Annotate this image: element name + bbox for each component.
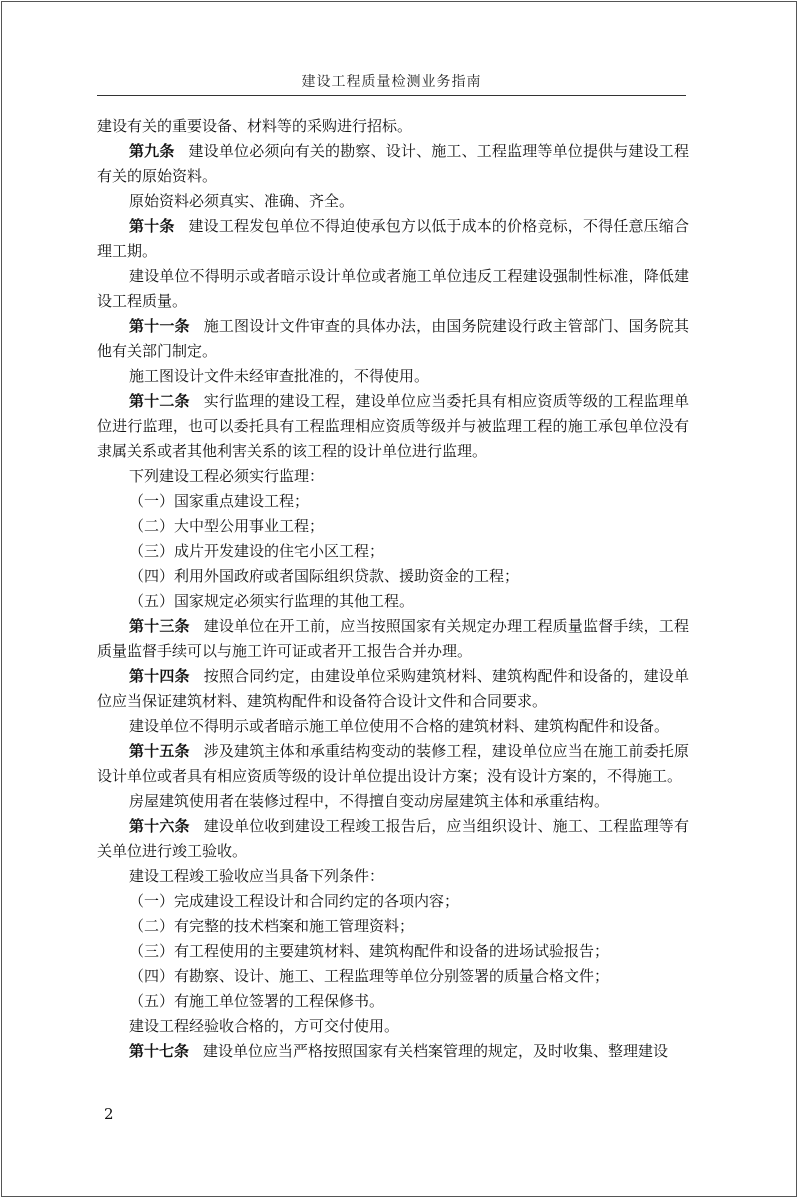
article-number: 第十三条 [129, 617, 190, 635]
article-15 [97, 739, 689, 789]
article-text: 建设单位应当严格按照国家有关档案管理的规定，及时收集、整理建设 [203, 1042, 669, 1060]
article-14 [97, 664, 689, 714]
article-number: 第九条 [129, 142, 175, 160]
paragraph: 建设单位不得明示或者暗示施工单位使用不合格的建筑材料、建筑构配件和设备。 [129, 717, 670, 735]
article-12 [97, 389, 689, 464]
article-10 [97, 214, 689, 264]
article-text: 施工图设计文件审查的具体办法，由国务院建设行政主管部门、国务院其他有关部门制定。 [97, 317, 689, 360]
article-text: 建设单位必须向有关的勘察、设计、施工、工程监理等单位提供与建设工程有关的原始资料。 [97, 142, 689, 185]
paragraph: 原始资料必须真实、准确、齐全。 [129, 192, 355, 210]
body-text [97, 114, 689, 1064]
article-number: 第十四条 [129, 667, 190, 685]
article-number: 第十七条 [129, 1042, 190, 1060]
list-item: （五）有施工单位签署的工程保修书。 [129, 992, 385, 1010]
article-number: 第十五条 [129, 742, 190, 760]
article-11 [97, 314, 689, 364]
paragraph: 下列建设工程必须实行监理： [129, 467, 325, 485]
article-text: 建设工程发包单位不得迫使承包方以低于成本的价格竞标，不得任意压缩合理工期。 [97, 217, 689, 260]
article-text: 实行监理的建设工程，建设单位应当委托具有相应资质等级的工程监理单位进行监理，也可以委托具有工程监理相应资质等级并与被监理工程的施工承包单位没有隶属关系或者其他利害关系的该工程的设计单位进行监理。 [97, 392, 689, 460]
list-item: （五）国家规定必须实行监理的其他工程。 [129, 592, 415, 610]
article-text: 涉及建筑主体和承重结构变动的装修工程，建设单位应当在施工前委托原设计单位或者具有相应资质等级的设计单位提出设计方案；没有设计方案的，不得施工。 [97, 742, 689, 785]
article-number: 第十二条 [129, 392, 190, 410]
paragraph: 施工图设计文件未经审查批准的，不得使用。 [129, 367, 430, 385]
article-9 [97, 139, 689, 189]
list-item: （一）完成建设工程设计和合同约定的各项内容； [129, 892, 460, 910]
paragraph: 建设有关的重要设备、材料等的采购进行招标。 [97, 117, 413, 135]
article-number: 第十一条 [129, 317, 190, 335]
page-number: 2 [104, 1105, 114, 1123]
paragraph: 建设工程经验收合格的，方可交付使用。 [129, 1017, 400, 1035]
paragraph: 建设工程竣工验收应当具备下列条件： [129, 867, 385, 885]
article-16 [97, 814, 689, 864]
running-header: 建设工程质量检测业务指南 [301, 74, 482, 90]
list-item: （二）有完整的技术档案和施工管理资料； [129, 917, 415, 935]
list-item: （一）国家重点建设工程； [129, 492, 310, 510]
article-text: 按照合同约定，由建设单位采购建筑材料、建筑构配件和设备的，建设单位应当保证建筑材料、建筑构配件和设备符合设计文件和合同要求。 [97, 667, 689, 710]
paragraph: 建设单位不得明示或者暗示设计单位或者施工单位违反工程建设强制性标准，降低建设工程质量。 [97, 267, 689, 310]
article-text: 建设单位收到建设工程竣工报告后，应当组织设计、施工、工程监理等有关单位进行竣工验收。 [97, 817, 689, 860]
list-item: （三）有工程使用的主要建筑材料、建筑构配件和设备的进场试验报告； [129, 942, 610, 960]
list-item: （二）大中型公用事业工程； [129, 517, 325, 535]
list-item: （四）有勘察、设计、施工、工程监理等单位分别签署的质量合格文件； [129, 967, 610, 985]
list-item: （四）利用外国政府或者国际组织贷款、援助资金的工程； [129, 567, 520, 585]
article-number: 第十条 [129, 217, 175, 235]
article-13 [97, 614, 689, 664]
header-rule [97, 95, 686, 96]
paragraph: 房屋建筑使用者在装修过程中，不得擅自变动房屋建筑主体和承重结构。 [129, 792, 610, 810]
article-text: 建设单位在开工前，应当按照国家有关规定办理工程质量监督手续，工程质量监督手续可以与施工许可证或者开工报告合并办理。 [97, 617, 689, 660]
article-17 [97, 1039, 689, 1064]
list-item: （三）成片开发建设的住宅小区工程； [129, 542, 385, 560]
article-number: 第十六条 [129, 817, 190, 835]
